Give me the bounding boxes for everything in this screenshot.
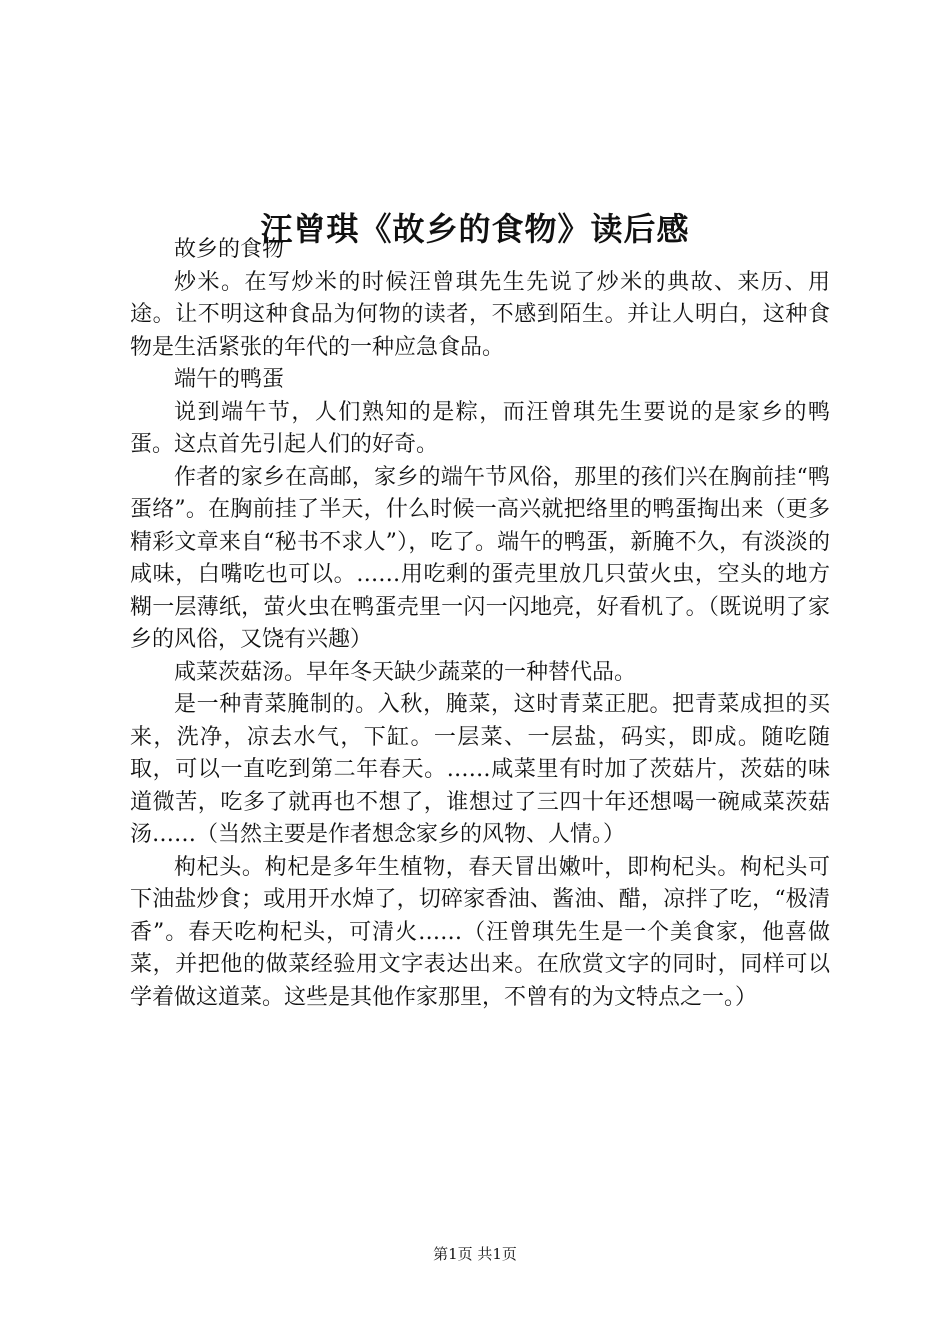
paragraph-pickle-soup-intro: 咸菜茨菇汤。早年冬天缺少蔬菜的一种替代品。 [174, 659, 637, 685]
document-body [130, 234, 830, 1014]
paragraph-pickle-soup-detail: 是一种青菜腌制的。入秋，腌菜，这时青菜正肥。把青菜成担的买来，洗净，凉去水气，下缸。一层菜、一层盐，码实，即成。随吃随取，可以一直吃到第二年春天。……咸菜里有时加了茨菇片，茨菇的味道微苦，吃多了就再也不想了，谁想过了三四十年还想喝一碗咸菜茨菇汤……（当然主要是作者想念家乡的风物、人情。） [130, 692, 830, 847]
paragraph-heading-duck-egg: 端午的鸭蛋 [174, 367, 285, 392]
paragraph-fried-rice: 炒米。在写炒米的时候汪曾琪先生先说了炒米的典故、来历、用途。让不明这种食品为何物的读者，不感到陌生。并让人明白，这种食物是生活紧张的年代的一种应急食品。 [130, 269, 830, 360]
paragraph-gaoyou-custom: 作者的家乡在高邮，家乡的端午节风俗，那里的孩们兴在胸前挂“鸭蛋络”。在胸前挂了半天，什么时候一高兴就把络里的鸭蛋掏出来（更多精彩文章来自“秘书不求人”），吃了。端午的鸭蛋，新腌不久，有淡淡的咸味，白嘴吃也可以。……用吃剩的蛋壳里放几只萤火虫，空头的地方糊一层薄纸，萤火虫在鸭蛋壳里一闪一闪地亮，好看机了。（既说明了家乡的风俗，又饶有兴趣） [130, 464, 830, 652]
paragraph-dragon-boat-festival: 说到端午节，人们熟知的是粽，而汪曾琪先生要说的是家乡的鸭蛋。这点首先引起人们的好奇。 [130, 399, 830, 457]
paragraph-goji-shoots: 枸杞头。枸杞是多年生植物，春天冒出嫩叶，即枸杞头。枸杞头可下油盐炒食；或用开水焯了，切碎家香油、酱油、醋，凉拌了吃，“极清香”。春天吃枸杞头，可清火……（汪曾琪先生是一个美食家，他喜做菜，并把他的做菜经验用文字表达出来。在欣赏文字的同时，同样可以学着做这道菜。这些是其他作家那里，不曾有的为文特点之一。） [130, 854, 830, 1010]
paragraph-heading-hometown-food: 故乡的食物 [174, 237, 285, 262]
page-footer: 第1页 共1页 [433, 1245, 517, 1263]
document-title: 汪曾琪《故乡的食物》读后感 [260, 210, 690, 249]
